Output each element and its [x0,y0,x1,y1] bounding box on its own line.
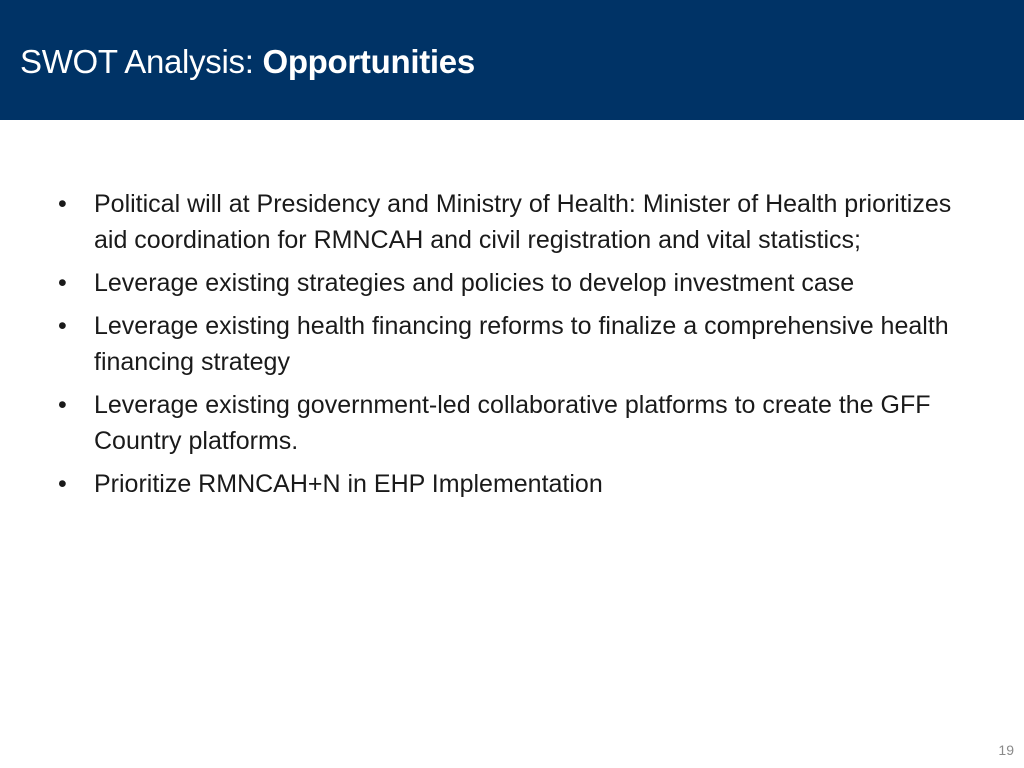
bullet-text: Leverage existing health financing reforms to finalize a comprehensive health financing strategy [94,312,949,376]
opportunities-list [58,186,968,509]
bullet-icon: • [58,269,67,297]
list-item [58,308,968,380]
bullet-icon: • [58,190,67,218]
slide-title [20,40,475,84]
slide-header [0,0,1024,120]
slide-title-prefix: SWOT Analysis: [20,43,263,80]
bullet-icon: • [58,391,67,419]
list-item [58,265,968,301]
list-item [58,387,968,459]
bullet-text: Prioritize RMNCAH+N in EHP Implementation [94,470,603,498]
list-item [58,466,968,502]
slide-title-emphasis: Opportunities [262,43,475,80]
bullet-icon: • [58,470,67,498]
bullet-text: Leverage existing strategies and policies to develop investment case [94,269,855,297]
list-item [58,186,968,258]
bullet-text: Political will at Presidency and Ministry of Health: Minister of Health prioritizes aid coordination for RMNCAH and civil registration and vital statistics; [94,190,952,254]
bullet-icon: • [58,312,67,340]
page-number: 19 [998,742,1014,758]
bullet-text: Leverage existing government-led collaborative platforms to create the GFF Country platforms. [94,391,931,455]
